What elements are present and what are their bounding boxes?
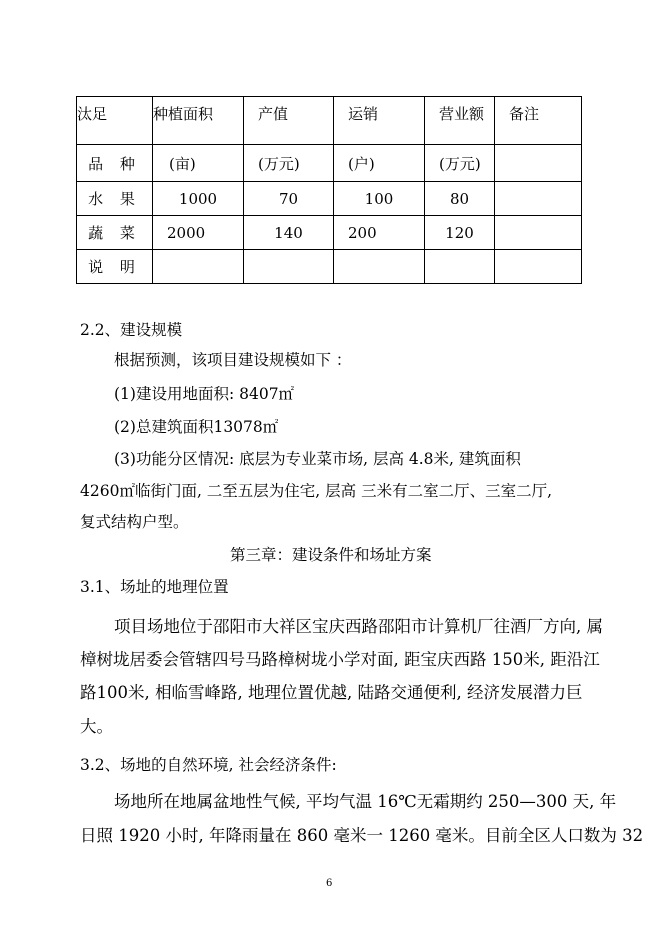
table-cell: 200 [334,216,425,250]
paragraph-line: 大。 [80,717,113,736]
table-row [77,182,582,216]
chapter-title: 第三章：建设条件和场址方案 [230,546,432,564]
list-item: (1)建设用地面积: 8407㎡ [114,385,295,403]
table-cell [334,250,425,284]
table-cell [495,182,582,216]
list-item: (3)功能分区情况: 底层为专业菜市场, 层高 4.8米, 建筑面积 [114,450,521,468]
paragraph-line: 根据预测，该项目建设规模如下 ： [114,351,352,369]
page-number: 6 [326,878,333,889]
header-cell: (户) [334,145,425,182]
table-cell: 70 [244,182,334,216]
paragraph-line: 樟树垅居委会管辖四号马路樟树垅小学对面, 距宝庆西路 150米, 距沿江 [80,650,600,669]
paragraph-line: 项目场地位于邵阳市大祥区宝庆西路邵阳市计算机厂往酒厂方向, 属 [114,617,603,636]
header-cell: 产值 [244,97,334,145]
table-cell [495,216,582,250]
table-row [77,216,582,250]
table-cell: 2000 [153,216,244,250]
table-cell: 1000 [153,182,244,216]
table-cell [244,250,334,284]
paragraph-line: 路100米, 相临雪峰路, 地理位置优越, 陆路交通便利, 经济发展潜力巨 [80,683,583,702]
table-header-row-top [77,97,582,145]
table-cell: 140 [244,216,334,250]
table-cell [153,250,244,284]
header-cell: (万元) [425,145,495,182]
header-cell: 备注 [495,97,582,145]
paragraph-line: 场地所在地属盆地性气候, 平均气温 16℃无霜期约 250—300 天, 年 [114,792,617,811]
header-cell: (万元) [244,145,334,182]
paragraph-line: 日照 1920 小时, 年降雨量在 860 毫米一 1260 毫米。目前全区人口数为 32 [80,826,644,845]
table-cell [425,250,495,284]
header-cell: 营业额 [425,97,495,145]
header-cell [495,145,582,182]
table-cell: 120 [425,216,495,250]
paragraph-line: 4260㎡临街门面, 二至五层为住宅, 层高 三米有二室二厅、三室二厅, [80,482,553,500]
header-cell: 运销 [334,97,425,145]
header-cell: 种植面积 [153,97,244,145]
table-cell: 80 [425,182,495,216]
planting-stats-table [76,96,582,284]
section-heading: 2.2、建设规模 [80,321,183,339]
header-cell: 品 种 [77,145,153,182]
table-cell: 水 果 [77,182,153,216]
section-heading: 3.1、场址的地理位置 [80,578,229,596]
table-header-row-bottom [77,145,582,182]
table-row [77,250,582,284]
section-heading: 3.2、场地的自然环境, 社会经济条件: [80,756,337,774]
header-cell: (亩) [153,145,244,182]
table-cell [495,250,582,284]
table-cell: 100 [334,182,425,216]
paragraph-line: 复式结构户型。 [80,513,189,531]
table-cell: 说 明 [77,250,153,284]
list-item: (2)总建筑面积13078㎡ [114,418,279,436]
table-cell: 蔬 菜 [77,216,153,250]
header-cell: 汰足 [77,97,153,145]
